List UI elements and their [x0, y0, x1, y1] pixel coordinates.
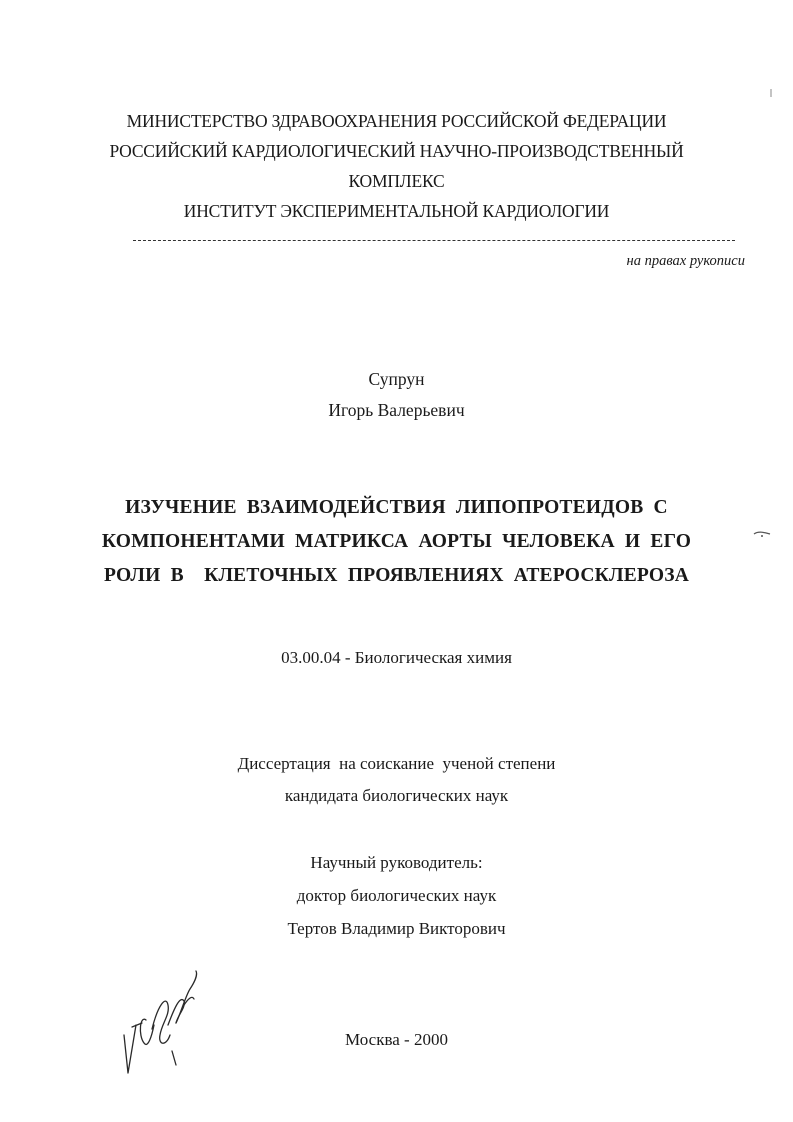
title-line-2: КОМПОНЕНТАМИ МАТРИКСА АОРТЫ ЧЕЛОВЕКА И ЕГО	[101, 531, 692, 552]
organization-header	[0, 106, 793, 226]
handwritten-signature	[118, 965, 213, 1080]
author-surname: Супрун	[368, 369, 425, 389]
organization-line-complex-cont: КОМПЛЕКС	[348, 171, 445, 191]
title-line-1: ИЗУЧЕНИЕ ВЗАИМОДЕЙСТВИЯ ЛИПОПРОТЕИДОВ С	[125, 497, 668, 518]
supervisor-block	[0, 846, 793, 945]
supervisor-label: Научный руководитель:	[310, 853, 483, 872]
scan-artifact	[752, 528, 772, 540]
dissertation-title	[0, 491, 793, 593]
scan-artifact-top	[768, 88, 774, 98]
degree-line-2: кандидата биологических наук	[284, 786, 509, 805]
degree-line-1: Диссертация на соискание ученой степени	[237, 754, 556, 773]
organization-line-institute: ИНСТИТУТ ЭКСПЕРИМЕНТАЛЬНОЙ КАРДИОЛОГИИ	[183, 201, 610, 221]
rights-note: на правах рукописи	[626, 253, 745, 269]
place-year: Москва - 2000	[345, 1030, 448, 1049]
author-name: Игорь Валерьевич	[328, 400, 465, 420]
organization-line-ministry: МИНИСТЕРСТВО ЗДРАВООХРАНЕНИЯ РОССИЙСКОЙ ФЕДЕРАЦИИ	[126, 111, 667, 131]
specialty-code: 03.00.04 - Биологическая химия	[281, 648, 512, 667]
header-divider	[133, 240, 735, 241]
organization-line-complex: РОССИЙСКИЙ КАРДИОЛОГИЧЕСКИЙ НАУЧНО-ПРОИЗВОДСТВЕННЫЙ	[109, 141, 684, 161]
degree-statement	[0, 748, 793, 812]
author-block	[0, 364, 793, 426]
supervisor-name: Тертов Владимир Викторович	[287, 919, 506, 938]
supervisor-degree: доктор биологических наук	[296, 886, 497, 905]
title-line-3: РОЛИ В КЛЕТОЧНЫХ ПРОЯВЛЕНИЯХ АТЕРОСКЛЕРОЗА	[103, 565, 690, 586]
